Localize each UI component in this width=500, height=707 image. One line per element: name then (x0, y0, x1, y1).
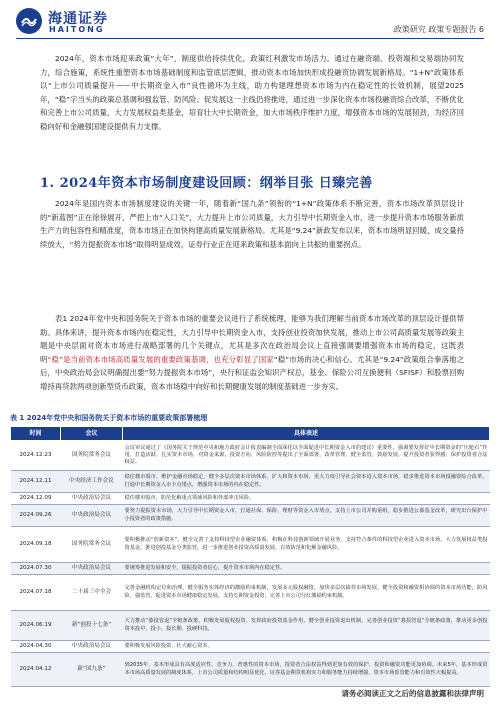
row-statement: 要积极推动“创新资本”，健全完善了支持科技型企业融资体系，积极在科技创新领域开展业务，支持符合条件的科技型企业进入资本市场。大力发展权益类投资基金，推进创投基金分类监管，进一步推进创业投资高质量发展，有效防范和化解金融风险。 (123, 527, 490, 563)
row-meeting: 国务院常务会议 (61, 527, 123, 563)
row-date: 2024.07.18 (11, 575, 61, 611)
row-statement: 要努力提振资本市场，大力引导中长期资金入市，打通社保、保险、理财等资金入市堵点，支持上市公司并购重组，稳步推进公募基金改革，研究出台保护中小投资者的政策措施。 (123, 505, 490, 527)
row-statement: 要统筹推进发展和安全，提振投资者信心，提升资本市场内在稳定性。 (123, 563, 490, 575)
policy-table (10, 426, 490, 687)
row-date: 2024.04.30 (11, 641, 61, 653)
row-date: 2024.12.11 (11, 471, 61, 493)
header-divider (16, 38, 484, 39)
header-date: 时间 (11, 427, 61, 441)
row-meeting: 中央政治局会议 (61, 641, 123, 653)
row-date: 2024.09.18 (11, 527, 61, 563)
row-date: 2024.09.26 (11, 505, 61, 527)
body-paragraph-2 (40, 312, 464, 394)
header-statement: 具体表述 (123, 427, 490, 441)
row-meeting: 新“国九条” (61, 653, 123, 687)
body-paragraph-1: 2024年是国内资本市场制度建设的关键一年，随着新“国九条”领衔的“1+N”政策体系不断完善，资本市场改革顶层设计的“新蓝图”正在徐徐展开，严把上市“入口关”，大力提升上市公司质量，大力引导中长期资金入市，进一步提升资本市场服务新质生产力的包容性和精准度，资本市场正在加快构建高质量发展新格局。尤其是“9.24”新政发布以来，资本市场明显回暖，成交量持续放大，“势力提振资本市场”取得明显成效，证券行业正在迎来政策和基本面向上共振的重要拐点。 (40, 199, 464, 249)
table-header-row (11, 427, 490, 441)
brand-name-cn: 海通证券 (48, 11, 108, 27)
row-statement: 稳住楼市股市，防范化解重点领域风险和外部冲击风险。 (123, 493, 490, 505)
row-statement: 完善金融机构定位和治理，健全服务实体经济的激励约束机制，发展多元股权融资，加快多层次债券市场发展，健全投资和融资相协调的资本市场功能，防风险、强监管，促进资本市场健康稳定发展。支持长期资金投资，完善上市公司分红激励约束机制。 (123, 575, 490, 611)
body-paragraph-2-part-c: “稳”市场的决心和信心。尤其是“9.24”政策组合拳落地之后，中央政治局会议明确提出要“努力提振资本市场”，央行和证监会知识产权总，基金、保险公司互换便利（SFISF）和股票回购增持再贷款两项创新型货币政策，资本市场稳中向好和长期健康发展的制度基础进一步夯实。 (40, 354, 464, 391)
row-statement: 到2035年，基本形成具有高度适应性、竞争力、普惠性的资本市场，投资者合法权益得到更加有效的保护，投资和融资功能更加协调。未来5年，基本形成资本市场高质量发展的制度体系，上市公司质量和结构明显优化，证券基金期货机构实力和服务能力持续增强，资本市场监管能力和有效性大幅提高。 (123, 653, 490, 687)
row-date: 2024.07.30 (11, 563, 61, 575)
row-meeting: 国务院常务会议 (61, 441, 123, 471)
row-statement: 要积极发展风险投资，壮大耐心资本。 (123, 641, 490, 653)
section-title: 1. 2024年资本市场制度建设回顾：纲举目张 日臻完善 (40, 176, 373, 191)
brand-name-en: HAITONG (49, 25, 105, 34)
row-meeting: 新“创投十七条” (61, 611, 123, 641)
body-paragraph-2-highlight: “稳”是当前资本市场高质量发展的重要政策基调，也充分彰显了国家 (47, 354, 274, 364)
table-row (11, 441, 490, 471)
row-date: 2024.04.12 (11, 653, 61, 687)
row-date: 2024.12.09 (11, 493, 61, 505)
report-type-and-page: 政策研究 政策专题报告 6 (393, 25, 484, 34)
page-header (0, 0, 500, 42)
row-meeting: 中央经济工作会议 (61, 471, 123, 493)
table-row (11, 505, 490, 527)
table-row (11, 471, 490, 493)
row-date: 2024.12.23 (11, 441, 61, 471)
table-row (11, 653, 490, 687)
table-row (11, 493, 490, 505)
table-row (11, 575, 490, 611)
haitong-logo-icon (16, 8, 42, 34)
table-title: 表 1 2024年党中央和国务院关于资本市场的重要政策部署梳理 (10, 414, 208, 422)
table-row (11, 641, 490, 653)
table-row (11, 563, 490, 575)
row-statement: 稳住楼市股市，维护金融市场稳定，健全多层次资本市场体系，扩大和资本市场，更大力度引导社会资本进入资本市场，稳步推进资本市场投融资综合改革，打通中长期资金入市卡点堵点，增强资本市场的内在稳定性。 (123, 471, 490, 493)
row-date: 2024.06.19 (11, 611, 61, 641)
row-statement: 会议审议通过了《国务院关于规范中央和地方政府会计报表编制全面深化以全面促进中长期资金入市的建议》重要性，强调要发挥好中长期资金的“压舱石”作用，打造活跃、扎实资本市场，对资金来源、投资方向、风险防控等提出了全面部署，改革管理、健全监管，鼓励发展、提升投资者获得感、保护投资者合法权益。 (123, 441, 490, 471)
row-meeting: 二十届三中全会 (61, 575, 123, 611)
row-statement: 大力推动“募投管退”全链条政策，积极发展股权投资，发挥政府投资基金作用，健全创业投资退出机制，完善创业投资“募投管退”全链条政策，推动更多创投资本投早、投小、投长期、投硬科技。 (123, 611, 490, 641)
body-paragraph-2-part-a: 表1 2024年党中央和国务院关于资本市场的重要会议进行了系统梳理，能够为我们理解当前资本市场改革的顶层设计提供帮助。具体来讲，提升资本市场内在稳定性，大力引导中长期资金入市，支持创业投资加快发展，推动上市公司高质量发展等政策主题是中央层面对资本市场进行战略部署的几个关键点，尤其是多次在政治局会议上直接强调要增强资本市场的稳定，这既表明 (40, 314, 464, 364)
row-meeting: 中央政治局会议 (61, 493, 123, 505)
header-meeting: 会议 (61, 427, 123, 441)
row-meeting: 中央政治局会议 (61, 505, 123, 527)
table-row (11, 611, 490, 641)
disclaimer-footer: 请务必阅读正文之后的信息披露和法律声明 (341, 689, 484, 698)
row-meeting: 中央政治局会议 (61, 563, 123, 575)
table-row (11, 527, 490, 563)
intro-paragraph: 2024年，资本市场迎来政策“大年”，制度供给持续优化，政策红利激发市场活力。通过在融资端、投资端和交易端协同发力，综合施策，系统性重塑资本市场基础制度和监管底层逻辑，推动资本市场加快形成投融资协调发展新格局。“1+N”政策体系以“上市公司质量提升——中长期资金入市”良性循环为主线，助力构建理想资本市场为内在稳定性的长效机制，展望2025年，“稳”字当头的政策总基调和强监管、防风险、促发展这一主线仍将推进，通过进一步深化资本市场投融资综合改革，不断优化和完善上市公司质量，大力发展权益类基金，培育壮大中长期资金，加大市场秩序维护力度，增强资本市场的发展韧劲，为经济回稳向好和金融强国建设提供有力支撑。 (40, 54, 464, 131)
